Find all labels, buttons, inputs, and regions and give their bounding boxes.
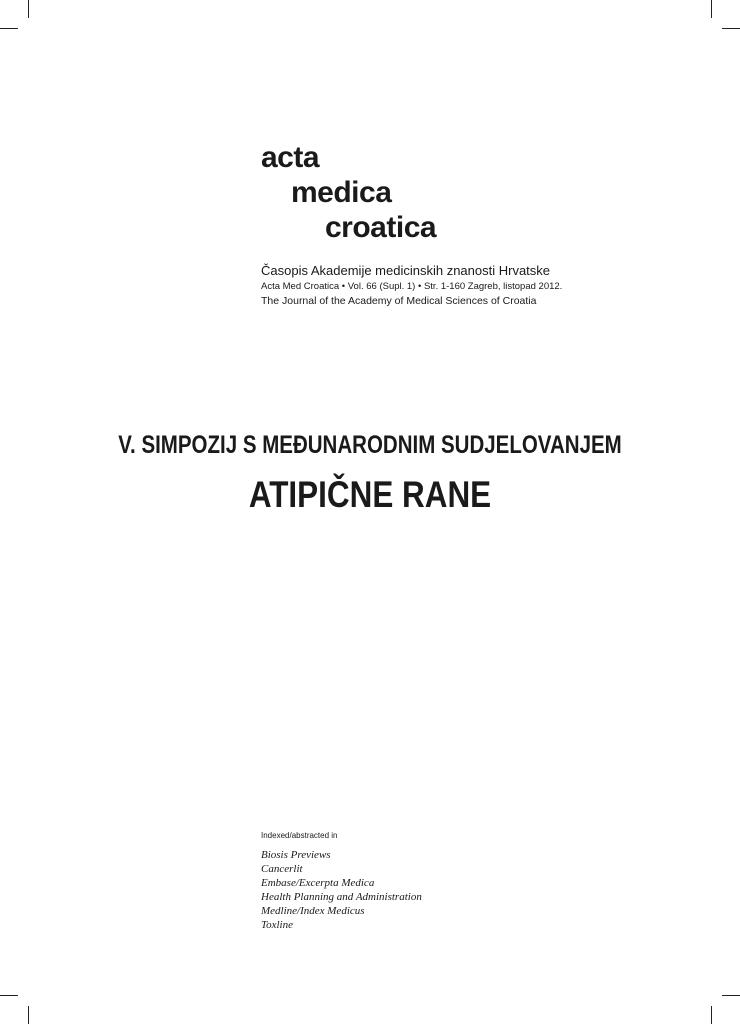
main-title: ATIPIČNE RANE xyxy=(248,474,492,515)
journal-english-title: The Journal of the Academy of Medical Sciences of Croatia xyxy=(261,295,537,307)
indexing-list xyxy=(261,848,422,932)
logo-line-acta: acta xyxy=(261,141,320,174)
indexing-item: Embase/Excerpta Medica xyxy=(261,877,375,889)
journal-subtitle: Časopis Akademije medicinskih znanosti Hrvatske xyxy=(261,263,551,278)
indexing-heading: Indexed/abstracted in xyxy=(261,831,338,840)
indexing-item: Medline/Index Medicus xyxy=(261,905,365,917)
indexing-item: Health Planning and Administration xyxy=(261,891,422,903)
symposium-heading: V. SIMPOZIJ S MEĐUNARODNIM SUDJELOVANJEM xyxy=(118,431,622,459)
indexing-item: Biosis Previews xyxy=(261,849,331,861)
crop-mark-top-right-h xyxy=(722,28,740,29)
crop-mark-bottom-right-h xyxy=(722,995,740,996)
journal-citation: Acta Med Croatica • Vol. 66 (Supl. 1) • Str. 1-160 Zagreb, listopad 2012. xyxy=(261,281,563,292)
journal-info xyxy=(261,262,562,308)
crop-mark-bottom-left-v xyxy=(28,1006,29,1024)
crop-mark-bottom-right-v xyxy=(711,1006,712,1024)
indexing-section xyxy=(261,830,422,932)
crop-mark-top-left-h xyxy=(0,28,18,29)
indexing-item: Cancerlit xyxy=(261,863,303,875)
crop-mark-bottom-left-h xyxy=(0,995,18,996)
logo-line-croatica: croatica xyxy=(325,211,437,244)
crop-mark-top-left-v xyxy=(28,0,29,18)
journal-logo xyxy=(261,140,436,245)
logo-line-medica: medica xyxy=(291,176,392,209)
crop-mark-top-right-v xyxy=(711,0,712,18)
indexing-item: Toxline xyxy=(261,919,293,931)
